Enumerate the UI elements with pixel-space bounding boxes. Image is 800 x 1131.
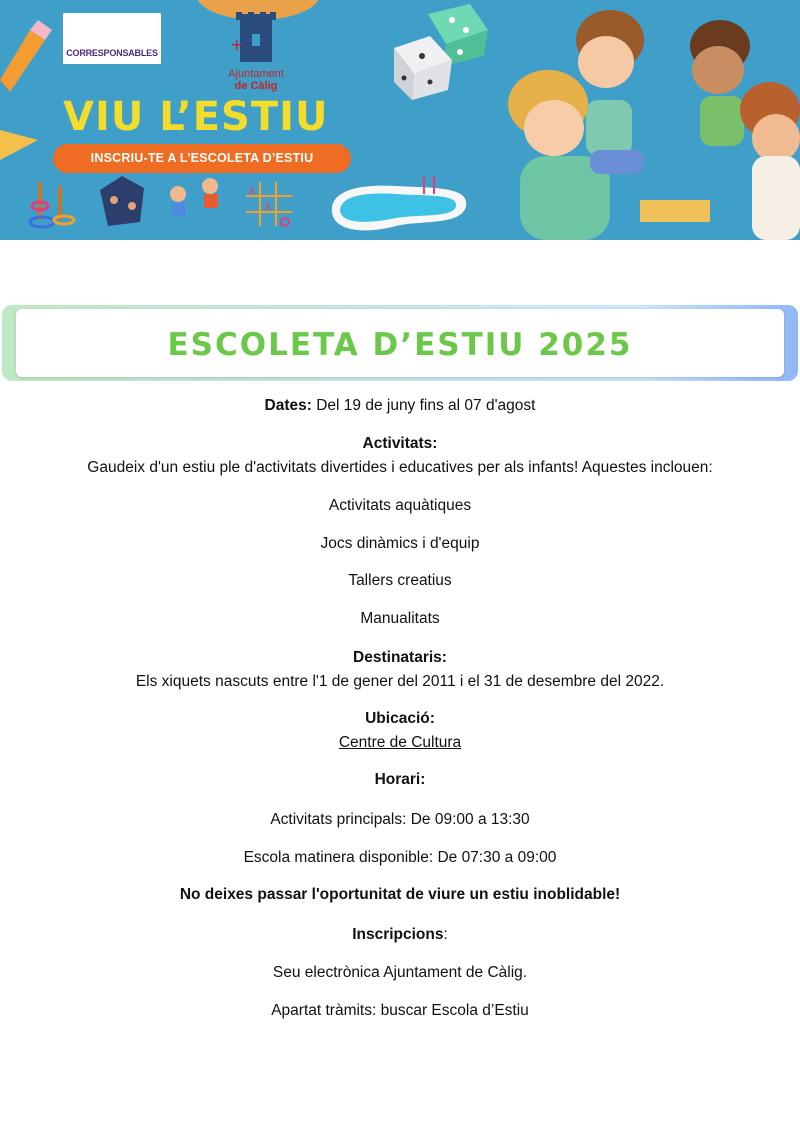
dates-label: Dates: [264,397,312,414]
horari-item-2: Escola matinera disponible: De 07:30 a 09:00 [243,849,557,866]
destinataris-label: Destinataris: [353,649,447,666]
register-cta-pill: INSCRIU-TE A L’ESCOLETA D’ESTIU [53,144,351,173]
pool-icon [332,176,466,230]
header-banner [0,0,800,240]
title-card-inner [16,309,784,377]
pencil-tip-icon [0,130,38,160]
castle-logo-icon [230,12,276,62]
destinataris-value: Els xiquets nascuts entre l'1 de gener del 2011 i el 31 de desembre del 2022. [135,673,665,690]
activity-item-1: Activitats aquàtiques [328,497,472,514]
dates-line [0,397,800,415]
children-playing-illustration [508,10,800,240]
svg-text:x: x [248,183,256,197]
activity-item-4: Manualitats [360,610,440,627]
closing-text: No deixes passar l'oportunitat de viure un estiu inoblidable! [179,886,621,903]
inscripcions-item-1: Seu electrònica Ajuntament de Càlig. [272,964,528,981]
municipality-name [212,68,300,92]
page-title: ESCOLETA D’ESTIU 2025 [167,327,633,363]
pencil-icon [0,20,52,92]
activitats-intro: Gaudeix d'un estiu ple d'activitats divertides i educatives per als infants! Aquestes inclouen: [87,459,713,476]
running-kids-icon [170,178,218,216]
hands-game-icon [100,176,144,226]
inscripcions-item-2: Apartat tràmits: buscar Escola d’Estiu [271,1002,529,1019]
horari-item-1: Activitats principals: De 09:00 a 13:30 [270,811,530,828]
horari-label: Horari: [374,771,426,788]
logo-text: CORRESPONSABLES [66,48,158,58]
ubicacio-row [0,734,800,752]
banner-headline: VIU L’ESTIU [63,94,329,140]
activity-item-2: Jocs dinàmics i d'equip [320,535,480,552]
ubicacio-heading [0,710,800,728]
ring-toss-icon [30,182,74,227]
horari-heading [0,771,800,789]
municipality-line-2: de Càlig [234,80,278,92]
inscripcions-heading [0,926,800,944]
closing-line [0,886,800,904]
dice-icon-2 [394,36,452,100]
activity-item-3: Tallers creatius [348,572,452,589]
municipality-line-1: Ajuntament [228,68,284,80]
corresponsables-logo [63,13,161,64]
inscripcions-colon: : [443,926,448,943]
tic-tac-toe-icon [246,182,292,226]
activitats-label: Activitats: [362,435,438,452]
ubicacio-label: Ubicació: [365,710,435,727]
destinataris-heading [0,649,800,667]
inscripcions-label: Inscripcions [352,926,444,943]
title-card [2,305,798,381]
svg-text:+: + [230,35,244,54]
dates-value: Del 19 de juny fins al 07 d'agost [316,397,536,414]
svg-text:x: x [264,199,272,213]
activitats-heading [0,435,800,453]
location-link[interactable]: Centre de Cultura [338,734,462,751]
